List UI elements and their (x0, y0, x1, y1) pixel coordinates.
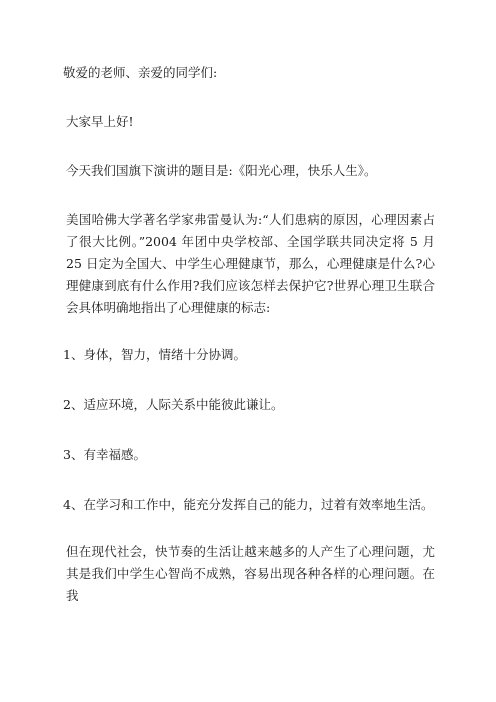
speech-topic: 今天我们国旗下演讲的题目是:《阳光心理，快乐人生》。 (66, 163, 377, 178)
morning-greeting: 大家早上好! (66, 114, 134, 129)
health-point-2: 2、适应环境，人际关系中能彼此谦让。 (63, 397, 284, 412)
health-point-4: 4、在学习和工作中，能充分发挥自己的能力，过着有效率地生活。 (63, 497, 434, 512)
health-point-3: 3、有幸福感。 (63, 447, 146, 462)
greeting-line: 敬爱的老师、亲爱的同学们: (63, 65, 218, 80)
health-point-1: 1、身体，智力，情绪十分协调。 (63, 347, 246, 362)
intro-paragraph: 美国哈佛大学著名学家弗雷曼认为:“人们患病的原因，心理因素占了很大比例。”2004 年团中央学校部、全国学联共同决定将 5 月 25 日定为全国大、中学生心理健康节，那么，心理健康是什么?心理健康到底有什么作用?我们应该怎样去保护它?世界心理卫生联合会具体明确地指出了心理健康的标志: (66, 212, 435, 315)
closing-paragraph: 但在现代社会，快节奏的生活让越来越多的人产生了心理问题，尤其是我们中学生心智尚不成熟，容易出现各种各样的心理问题。在我 (66, 544, 435, 603)
speech-body (63, 62, 435, 607)
